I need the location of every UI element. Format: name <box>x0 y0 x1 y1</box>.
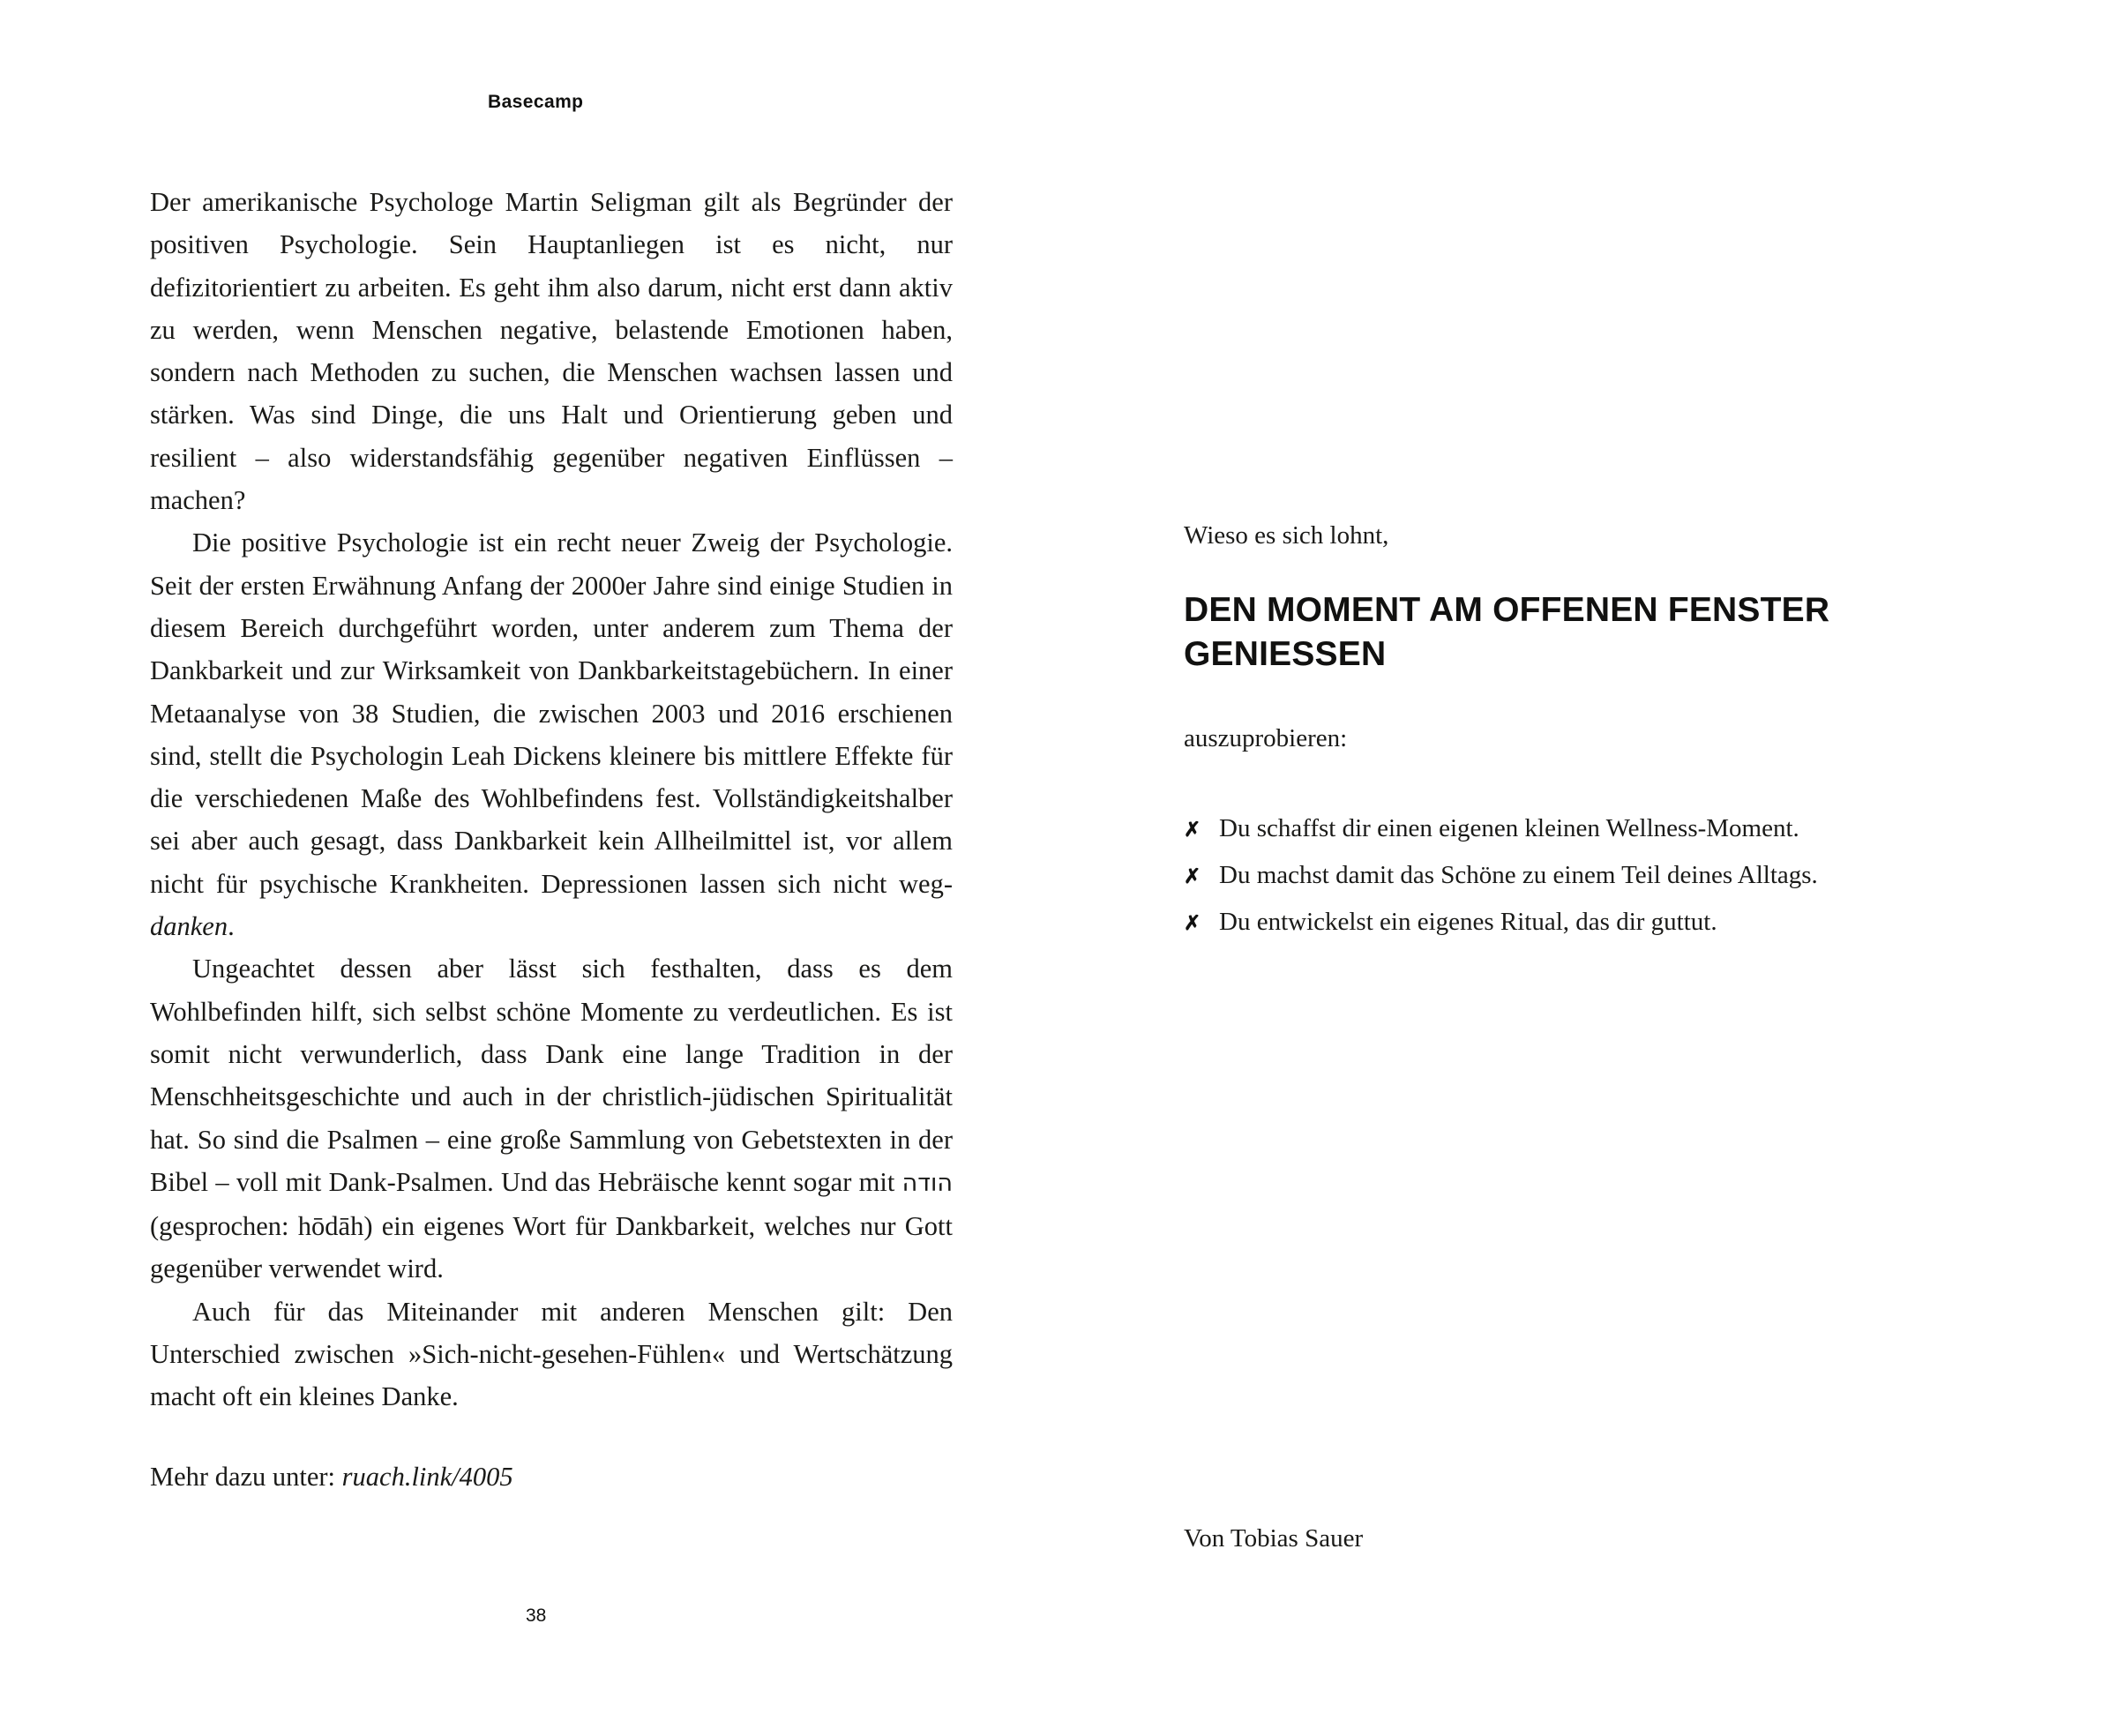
left-text-column <box>150 181 953 1418</box>
bullet-list <box>1184 805 1951 946</box>
paragraph-3-tail: (gesprochen: hōdāh) ein eigenes Wort für Dankbarkeit, welches nur Gott gegenüber verwendet wird. <box>150 1211 953 1284</box>
cross-icon: ✗ <box>1184 818 1201 841</box>
emphasis-danken: danken <box>150 911 228 942</box>
byline: Von Tobias Sauer <box>1184 1524 1364 1553</box>
paragraph-2-tail: . <box>228 911 235 942</box>
running-head: Basecamp <box>488 92 584 112</box>
paragraph-1: Der amerikanische Psychologe Martin Seligman gilt als Begründer der positiven Psychologie. Sein Hauptanliegen ist es nicht, nur defizitorientiert zu arbeiten. Es geht ihm also darum, nicht erst dann aktiv zu werden, wenn Menschen negative, belastende Emotionen haben, sondern nach Methoden zu suchen, die Menschen wachsen lassen und stärken. Was sind Dinge, die uns Halt und Orientierung geben und resilient – also widerstandsfähig gegenüber negativen Einflüssen – machen? <box>150 187 953 516</box>
more-info-link[interactable]: ruach.link/4005 <box>341 1462 513 1492</box>
paragraph-3-text: Ungeachtet dessen aber lässt sich festhalten, dass es dem Wohlbefinden hilft, sich selbst schöne Momente zu verdeutlichen. Es ist somit nicht verwunderlich, dass Dank eine lange Tradition in der Menschheitsgeschichte und auch in der christlich-jüdischen Spiritualität hat. So sind die Psalmen – eine große Sammlung von Gebetstexten in der Bibel – voll mit Dank-Psalmen. Und das Hebräische kennt sogar mit <box>150 954 953 1197</box>
list-item <box>1184 899 1951 946</box>
kicker-line: Wieso es sich lohnt, <box>1184 521 1389 550</box>
paragraph-3 <box>150 947 953 1290</box>
list-item-label: Du machst damit das Schöne zu einem Teil deines Alltags. <box>1219 861 1818 889</box>
paragraph-2-text: Die positive Psychologie ist ein recht neuer Zweig der Psychologie. Seit der ersten Erwähnung Anfang der 2000er Jahre sind einige Studien in diesem Bereich durchgeführt worden, unter anderem zum Thema der Dankbarkeit und zur Wirksamkeit von Dankbarkeitstagebüchern. In einer Metaanalyse von 38 Studien, die zwischen 2003 und 2016 erschienen sind, stellt die Psychologin Leah Dickens kleinere bis mittlere Effekte für die verschiedenen Maße des Wohlbefindens fest. Vollständigkeitshalber sei aber auch gesagt, dass Dankbarkeit kein Allheilmittel ist, vor allem nicht für psychische Krankheiten. Depressionen lassen sich nicht weg- <box>150 528 953 899</box>
cross-icon: ✗ <box>1184 911 1201 934</box>
right-text-column <box>1184 516 1951 946</box>
list-item-label: Du entwickelst ein eigenes Ritual, das dir guttut. <box>1219 908 1717 936</box>
section-headline: DEN MOMENT AM OFFENEN FENSTER GENIESSEN <box>1184 591 1830 673</box>
lead-in-line: auszuprobieren: <box>1184 724 1348 752</box>
page-number: 38 <box>526 1605 547 1626</box>
cross-icon: ✗ <box>1184 864 1201 887</box>
more-info-label: Mehr dazu unter: <box>150 1462 342 1492</box>
paragraph-4: Auch für das Miteinander mit anderen Menschen gilt: Den Unterschied zwischen »Sich-nicht-gesehen-Fühlen« und Wertschätzung macht oft ein kleines Danke. <box>150 1296 953 1412</box>
list-item <box>1184 805 1951 852</box>
hebrew-word: הודה <box>901 1169 953 1197</box>
more-info-line <box>150 1455 953 1498</box>
list-item <box>1184 852 1951 899</box>
list-item-label: Du schaffst dir einen eigenen kleinen Wellness-Moment. <box>1219 814 1799 842</box>
paragraph-2 <box>150 521 953 947</box>
